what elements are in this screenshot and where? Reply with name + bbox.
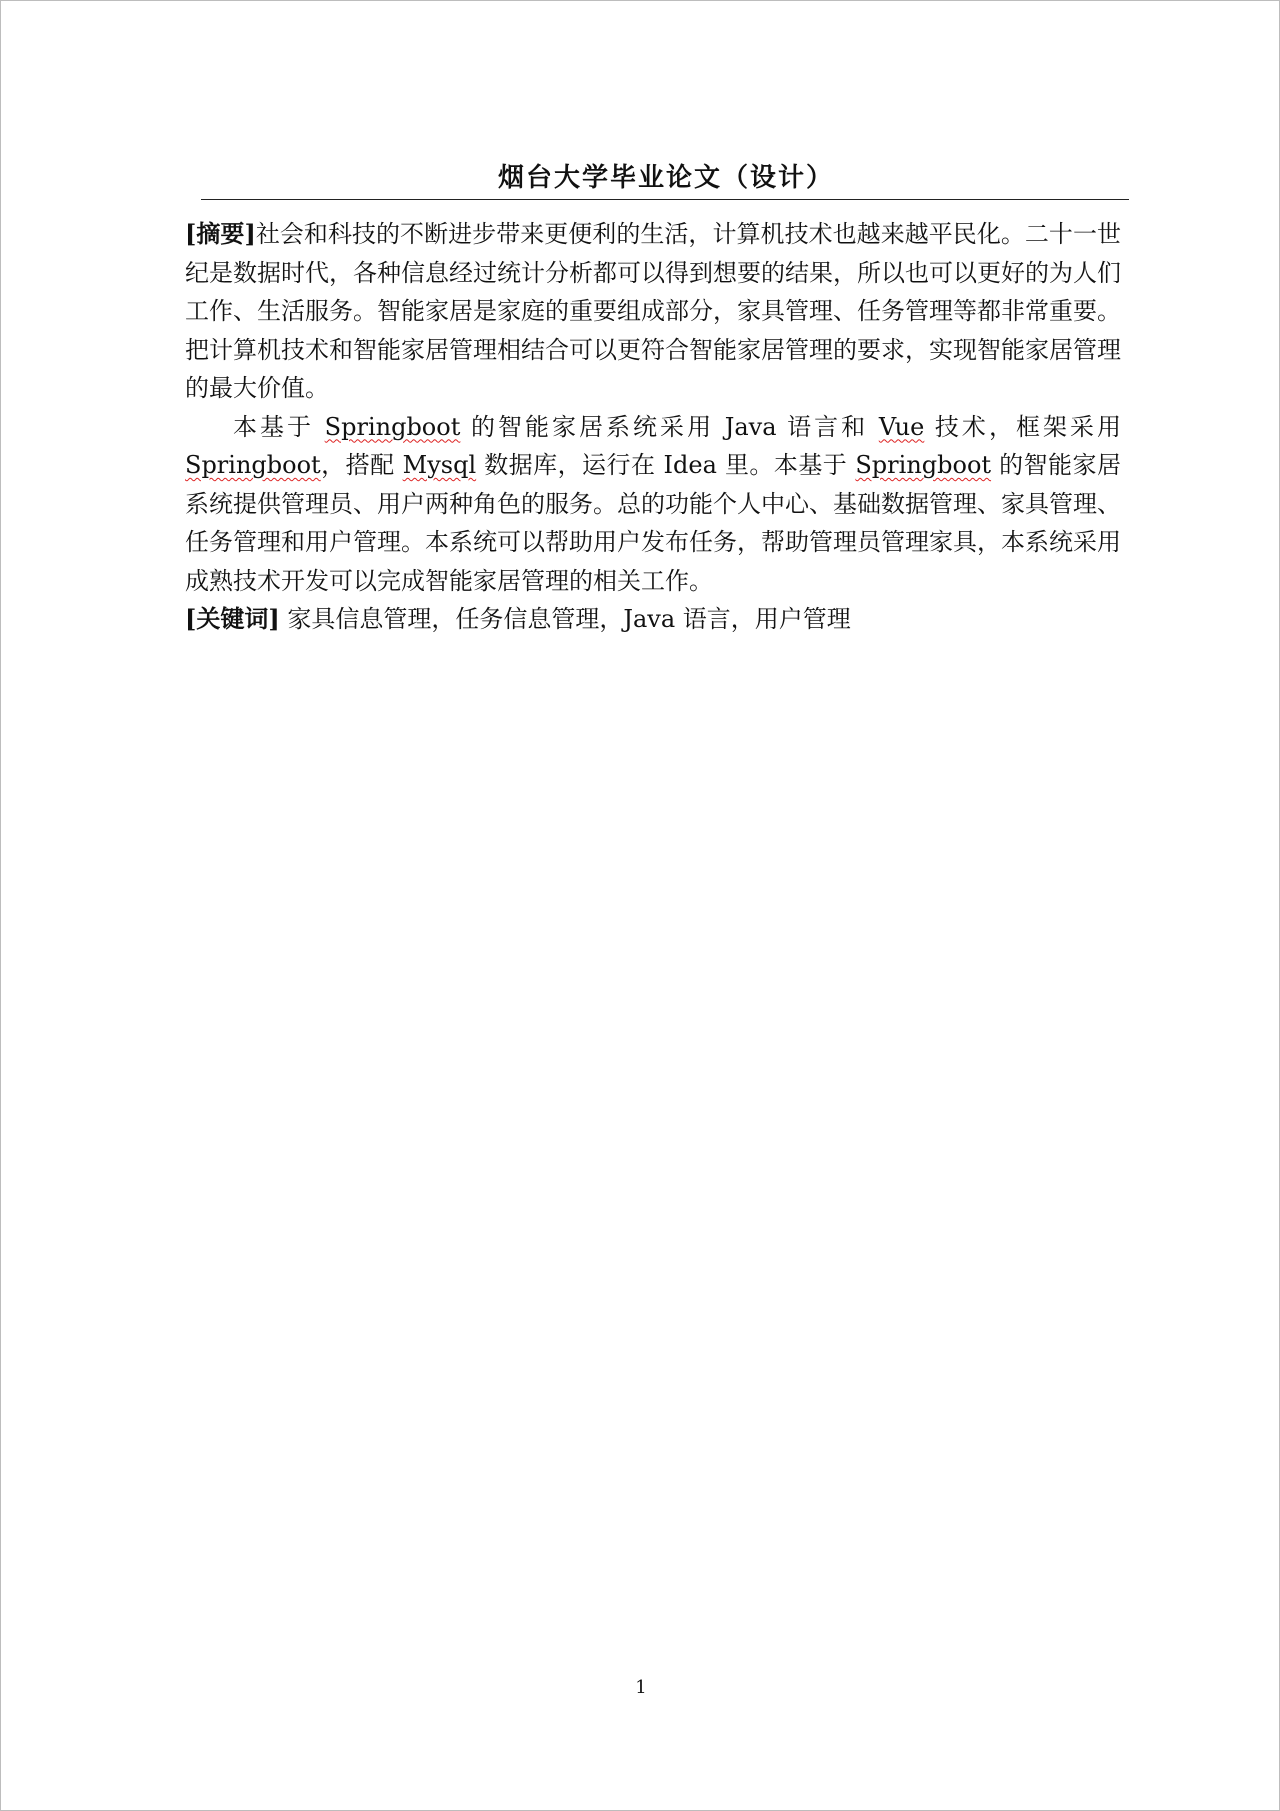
abstract-text-1: 社会和科技的不断进步带来更便利的生活，计算机技术也越来越平民化。二十一世纪是数据时代，各种信息经过统计分析都可以得到想要的结果，所以也可以更好的为人们工作、生活服务。智能家居是家庭的重要组成部分，家具管理、任务管理等都非常重要。把计算机技术和智能家居管理相结合可以更符合智能家居管理的要求，实现智能家居管理的最大价值。 [185,220,1121,402]
abstract-text-segment: 的智能家居系统采用 Java 语言和 [471,412,869,441]
abstract-text-segment: 本基于 [233,412,315,441]
abstract-text-segment: ，搭配 [320,451,395,479]
spellcheck-word: Vue [878,412,925,441]
page-header-title: 烟台大学毕业论文（设计） [497,163,834,193]
abstract-section [185,215,1121,639]
spellcheck-word: Springboot [185,451,321,479]
abstract-text-segment: 技术，框架采用 [934,412,1121,441]
spellcheck-word: Springboot [855,451,992,479]
keywords-text: 家具信息管理，任务信息管理，Java 语言，用户管理 [287,605,851,633]
abstract-paragraph-1 [185,215,1121,408]
keywords-label: [关键词] [185,604,280,633]
abstract-label: [摘要] [185,219,256,248]
spellcheck-word: Mysql [402,451,477,479]
keywords-line [185,600,1121,639]
abstract-paragraph-2 [185,408,1121,601]
abstract-text-segment: 的智能家居系统提供管理员、用户两种角色的服务。总的功能个人中心、基础数据管理、家具管理、任务管理和用户管理。本系统可以帮助用户发布任务，帮助管理员管理家具，本系统采用成熟技术开发可以完成智能家居管理的相关工作。 [185,451,1121,595]
abstract-text-segment: 数据库，运行在 Idea 里。本基于 [484,451,848,479]
spellcheck-word: Springboot [324,412,461,441]
header-divider [201,199,1129,200]
page-number: 1 [635,1677,647,1698]
